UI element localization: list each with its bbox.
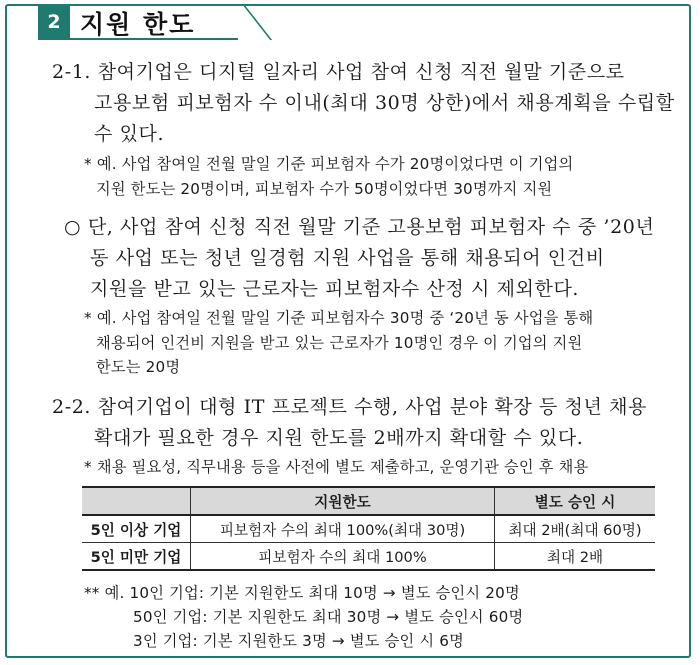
section-number: 2 xyxy=(38,4,70,40)
circle-item-line3: 지원을 받고 있는 근로자는 피보험자수 산정 시 제외한다. xyxy=(90,278,580,300)
examples-line1: ** 예. 10인 기업: 기본 지원한도 최대 10명 → 별도 승인시 20명 xyxy=(84,584,520,602)
item-2-1-line1: 2-1. 참여기업은 디지털 일자리 사업 참여 신청 직전 월말 기준으로 xyxy=(52,61,625,83)
table-row xyxy=(82,515,655,543)
item-2-2-line1: 2-2. 참여기업이 대형 IT 프로젝트 수행, 사업 분야 확장 등 청년 채용 xyxy=(52,396,647,418)
table-cell: 피보험자 수의 최대 100% xyxy=(191,543,495,571)
circle-item-line2: 동 사업 또는 청년 일경험 지원 사업을 통해 채용되어 인건비 xyxy=(90,247,605,269)
section-title: 지원 한도 xyxy=(80,10,196,39)
table-header-cell xyxy=(82,487,191,515)
support-limit-table xyxy=(82,486,655,571)
item-2-2-note-line1: * 채용 필요성, 직무내용 등을 사전에 별도 제출하고, 운영기관 승인 후 채용 xyxy=(84,458,589,476)
examples-line3: 3인 기업: 기본 지원한도 3명 → 별도 승인 시 6명 xyxy=(133,632,465,650)
table-header-row xyxy=(82,487,655,515)
item-2-1-line3: 수 있다. xyxy=(94,123,165,145)
table-cell: 피보험자 수의 최대 100%(최대 30명) xyxy=(191,515,495,543)
item-2-1-note-line1: * 예. 사업 참여일 전월 말일 기준 피보험자 수가 20명이었다면 이 기업의 xyxy=(84,155,574,173)
circle-item-line1: ○ 단, 사업 참여 신청 직전 월말 기준 고용보험 피보험자 수 중 ’20년 xyxy=(64,216,655,238)
table-row-label: 5인 이상 기업 xyxy=(82,515,191,543)
item-2-1-line2: 고용보험 피보험자 수 이내(최대 30명 상한)에서 채용계획을 수립할 xyxy=(94,92,675,114)
item-2-1-note-line2: 지원 한도는 20명이며, 피보험자 수가 50명이었다면 30명까지 지원 xyxy=(96,180,553,198)
examples-line2: 50인 기업: 기본 지원한도 최대 30명 → 별도 승인시 60명 xyxy=(133,608,524,626)
circle-item-note-line1: * 예. 사업 참여일 전월 말일 기준 피보험자수 30명 중 ‘20년 동 사업을 통해 xyxy=(84,309,594,327)
table-row xyxy=(82,543,655,571)
item-2-2-line2: 확대가 필요한 경우 지원 한도를 2배까지 확대할 수 있다. xyxy=(94,427,584,449)
circle-item-note-line2: 채용되어 인건비 지원을 받고 있는 근로자가 10명인 경우 이 기업의 지원 xyxy=(96,334,583,352)
circle-item-note-line3: 한도는 20명 xyxy=(96,358,181,376)
table-cell: 최대 2배(최대 60명) xyxy=(495,515,656,543)
section-header xyxy=(38,4,238,40)
table-row-label: 5인 미만 기업 xyxy=(82,543,191,571)
table-cell: 최대 2배 xyxy=(495,543,656,571)
table-header-cell: 별도 승인 시 xyxy=(495,487,656,515)
table-header-cell: 지원한도 xyxy=(191,487,495,515)
